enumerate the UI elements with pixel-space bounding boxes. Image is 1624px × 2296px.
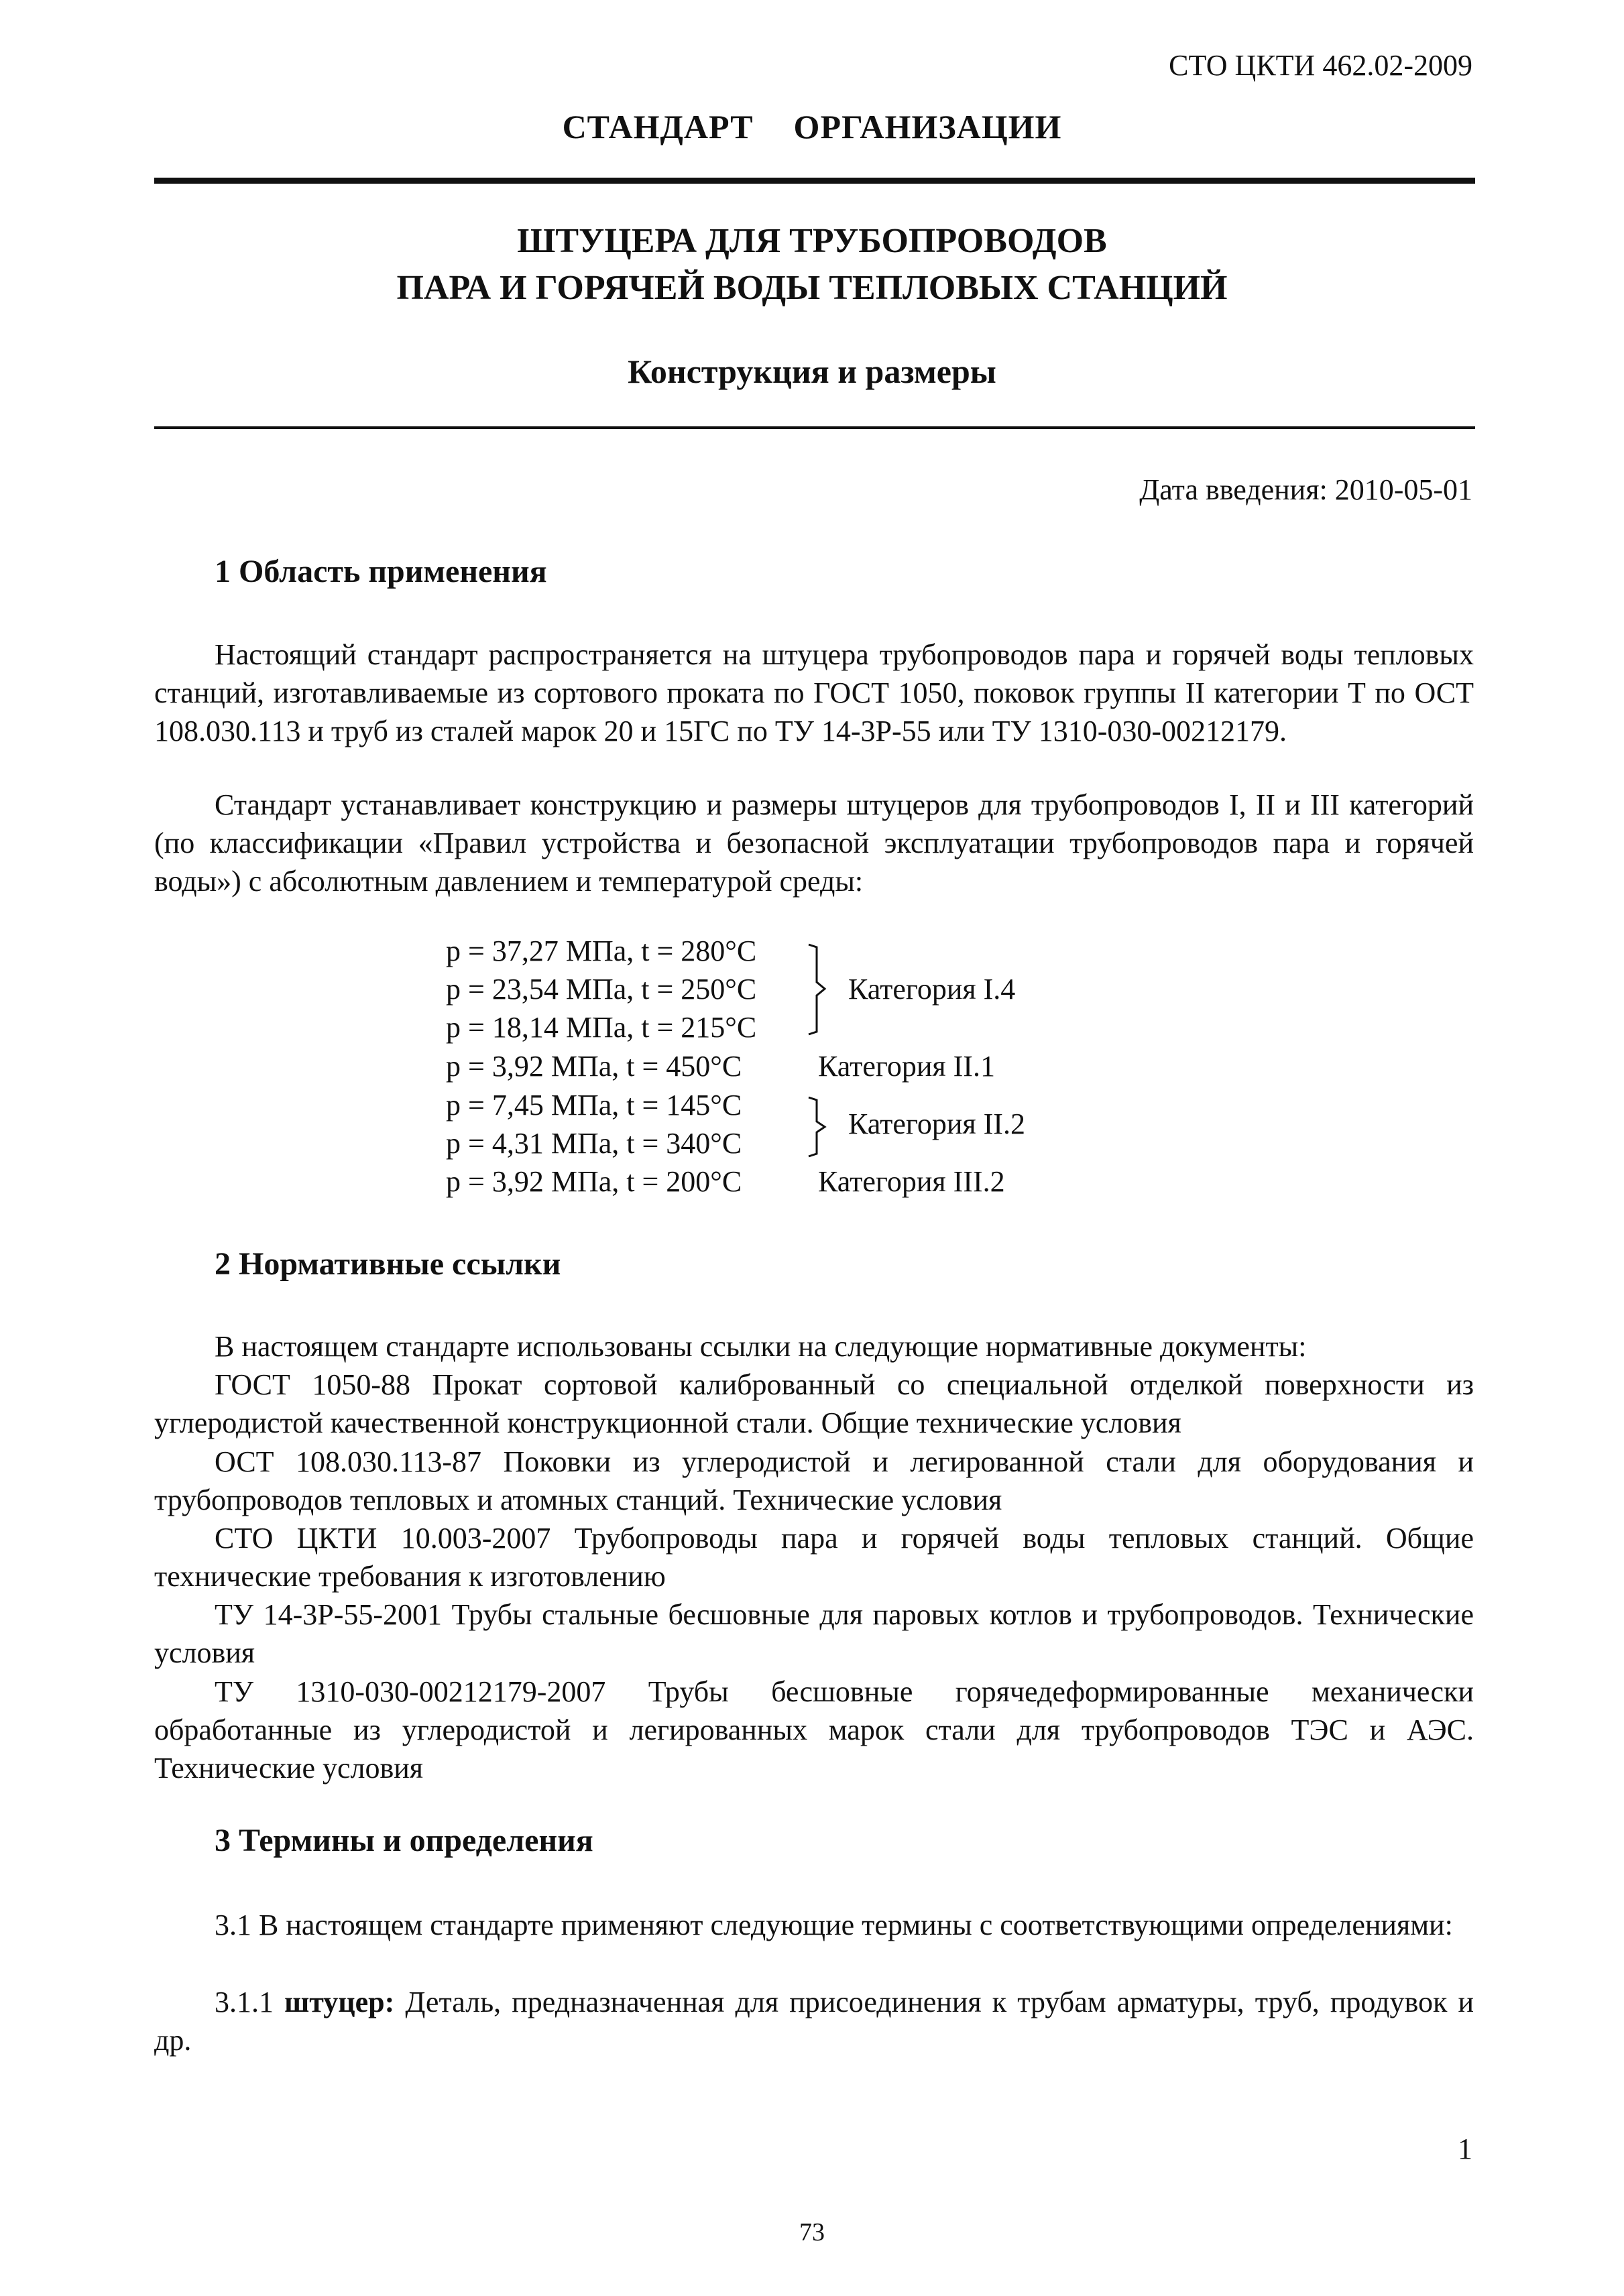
document-code: СТО ЦКТИ 462.02-2009 [1169, 49, 1472, 82]
section-2-heading: 2 Нормативные ссылки [215, 1246, 561, 1282]
condition-line: p = 37,27 МПа, t = 280°C [446, 934, 757, 967]
page-number-local: 1 [1458, 2132, 1472, 2165]
condition-line: p = 7,45 МПа, t = 145°C [446, 1089, 742, 1122]
section-3-paragraph-1: 3.1 В настоящем стандарте применяют следующие термины с соответствующими определениями: [215, 1909, 1453, 1941]
introduction-date: Дата введения: 2010-05-01 [1139, 473, 1472, 506]
condition-line: p = 18,14 МПа, t = 215°C [446, 1011, 757, 1044]
org-word-organization: ОРГАНИЗАЦИИ [793, 108, 1062, 145]
condition-line: p = 4,31 МПа, t = 340°C [446, 1127, 742, 1160]
reference-item: ГОСТ 1050-88 Прокат сортовой калиброванный со специальной отделкой поверхности из углеродистой качественной конструкционной стали. Общие технические условия [154, 1368, 1474, 1439]
category-ii1-label: Категория II.1 [818, 1050, 995, 1083]
org-word-standard: СТАНДАРТ [562, 108, 754, 145]
term-definition: 3.1.1 штуцер: Деталь, предназначенная для присоединения к трубам арматуры, труб, продувок и др. [154, 1986, 1474, 2057]
condition-line: p = 23,54 МПа, t = 250°C [446, 973, 757, 1006]
category-iii2-label: Категория III.2 [818, 1165, 1005, 1198]
section-1-paragraph-1: Настоящий стандарт распространяется на штуцера трубопроводов пара и горячей воды тепловых станций, изготавливаемые из сортового проката по ГОСТ 1050, поковок группы II категории Т по ОСТ 108.030.113 и труб из сталей марок 20 и 15ГС по ТУ 14-3Р-55 или ТУ 1310-030-00212179. [154, 638, 1474, 747]
category-i4-label: Категория I.4 [848, 973, 1016, 1006]
condition-line: p = 3,92 МПа, t = 200°C [446, 1165, 742, 1198]
organization-standard-label [0, 107, 1624, 146]
condition-line: p = 3,92 МПа, t = 450°C [446, 1050, 742, 1083]
header-rule [154, 178, 1475, 184]
section-3-heading: 3 Термины и определения [215, 1823, 593, 1858]
section-2-intro: В настоящем стандарте использованы ссылки на следующие нормативные документы: [215, 1330, 1307, 1363]
document-subtitle: Конструкция и размеры [628, 353, 996, 390]
brace-icon [805, 1093, 831, 1160]
title-rule [154, 426, 1475, 429]
reference-item: ОСТ 108.030.113-87 Поковки из углеродистой и легированной стали для оборудования и трубопроводов тепловых и атомных станций. Технические условия [154, 1445, 1474, 1516]
term-name: штуцер: [284, 1986, 395, 2018]
reference-item: СТО ЦКТИ 10.003-2007 Трубопроводы пара и горячей воды тепловых станций. Общие технические требования к изготовлению [154, 1522, 1474, 1593]
section-1-paragraph-2: Стандарт устанавливает конструкцию и размеры штуцеров для трубопроводов I, II и III категорий (по классификации «Правил устройства и безопасной эксплуатации трубопроводов пара и горячей воды») с абсолютным давлением и температурой среды: [154, 788, 1474, 898]
reference-item: ТУ 1310-030-00212179-2007 Трубы бесшовные горячедеформированные механически обработанные из углеродистой и легированных марок стали для трубопроводов ТЭС и АЭС. Технические условия [154, 1675, 1474, 1785]
category-ii2-label: Категория II.2 [848, 1107, 1025, 1140]
page-number-global: 73 [799, 2218, 825, 2246]
brace-icon [805, 939, 831, 1040]
document-title-line2: ПАРА И ГОРЯЧЕЙ ВОДЫ ТЕПЛОВЫХ СТАНЦИЙ [396, 269, 1228, 307]
document-title-line1: ШТУЦЕРА ДЛЯ ТРУБОПРОВОДОВ [517, 222, 1107, 260]
section-1-heading: 1 Область применения [215, 554, 547, 589]
reference-item: ТУ 14-3Р-55-2001 Трубы стальные бесшовные для паровых котлов и трубопроводов. Технические условия [154, 1598, 1474, 1669]
